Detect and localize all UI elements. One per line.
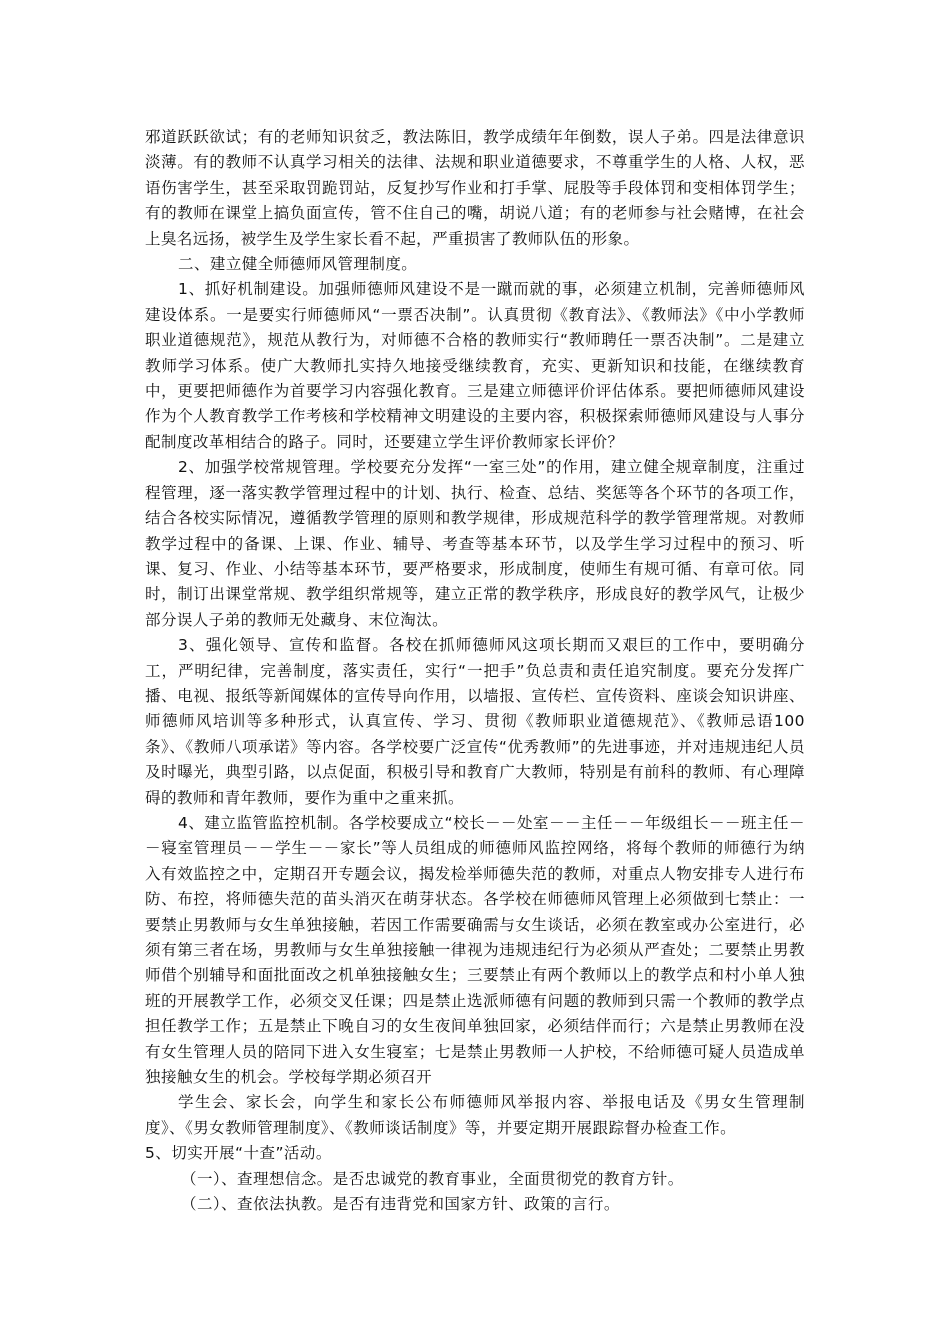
- paragraph-teacher-problems: 邪道跃跃欲试；有的老师知识贫乏，教法陈旧，教学成绩年年倒数，误人子弟。四是法律意识淡薄。有的教师不认真学习相关的法律、法规和职业道德要求，不尊重学生的人格、人权，恶语伤害学生，甚至采取罚跪罚站，反复抄写作业和打手掌、屁股等手段体罚和变相体罚学生；有的教师在课堂上搞负面宣传，管不住自己的嘴，胡说八道；有的老师参与社会赌博，在社会上臭名远扬，被学生及学生家长看不起，严重损害了教师队伍的形象。: [145, 128, 805, 248]
- section-heading-2: 二、建立健全师德师风管理制度。: [178, 255, 418, 274]
- paragraph-routine-management: 2、加强学校常规管理。学校要充分发挥“一室三处”的作用，建立健全规章制度，注重过程管理，逐一落实教学管理过程中的计划、执行、检查、总结、奖惩等各个环节的各项工作，结合各校实际情况，遵循教学管理的原则和教学规律，形成规范科学的教学管理常规。对教师教学过程中的备课、上课、作业、辅导、考查等基本环节，以及学生学习过程中的预习、听课、复习、作业、小结等基本环节，要严格要求，形成制度，使师生有规可循、有章可依。同时，制订出课堂常规、教学组织常规等，建立正常的教学秩序，形成良好的教学风气，让极少部分误人子弟的教师无处藏身、末位淘汰。: [145, 458, 805, 629]
- paragraph-supervision: 4、建立监管监控机制。各学校要成立“校长－－处室－－主任－－年级组长－－班主任－－寝室管理员－－学生－－家长”等人员组成的师德师风监控网络，将每个教师的师德行为纳入有效监控之中，定期召开专题会议，揭发检举师德失范的教师，对重点人物安排专人进行布防、布控，将师德失范的苗头消灭在萌芽状态。各学校在师德师风管理上必须做到七禁止：一要禁止男教师与女生单独接触，若因工作需要确需与女生谈话，必须在教室或办公室进行，必须有第三者在场，男教师与女生单独接触一律视为违规违纪行为必须从严查处；二要禁止男教师借个别辅导和面批面改之机单独接触女生；三要禁止有两个教师以上的教学点和村小单人独班的开展教学工作，必须交叉任课；四是禁止选派师德有问题的教师到只需一个教师的教学点担任教学工作；五是禁止下晚自习的女生夜间单独回家，必须结伴而行；六是禁止男教师在没有女生管理人员的陪同下进入女生寝室；七是禁止男教师一人护校，不给师德可疑人员造成单独接触女生的机会。学校每学期必须召开: [145, 813, 805, 1087]
- document-page: [145, 125, 805, 1217]
- paragraph-leadership-publicity: 3、强化领导、宣传和监督。各校在抓师德师风这项长期而又艰巨的工作中，要明确分工，严明纪律，完善制度，落实责任，实行“一把手”负总责和责任追究制度。要充分发挥广播、电视、报纸等新闻媒体的宣传导向作用，以墙报、宣传栏、宣传资料、座谈会知识讲座、师德师风培训等多种形式，认真宣传、学习、贯彻《教师职业道德规范》、《教师忌语100条》、《教师八项承诺》等内容。各学校要广泛宣传“优秀教师”的先进事迹，并对违规违纪人员及时曝光，典型引路，以点促面，积极引导和教育广大教师，特别是有前科的教师、有心理障碍的教师和青年教师，要作为重中之重来抓。: [145, 636, 805, 807]
- check-item-1: （一）、查理想信念。是否忠诚党的教育事业，全面贯彻党的教育方针。: [181, 1169, 684, 1188]
- check-item-2: （二）、查依法执教。是否有违背党和国家方针、政策的言行。: [181, 1195, 620, 1214]
- paragraph-ten-checks-heading: 5、切实开展“十查”活动。: [145, 1144, 332, 1163]
- paragraph-meetings: 学生会、家长会，向学生和家长公布师德师风举报内容、举报电话及《男女生管理制度》、《男女教师管理制度》、《教师谈话制度》等，并要定期开展跟踪督办检查工作。: [145, 1093, 805, 1137]
- paragraph-mechanism: 1、抓好机制建设。加强师德师风建设不是一蹴而就的事，必须建立机制，完善师德师风建设体系。一是要实行师德师风“一票否决制”。认真贯彻《教育法》、《教师法》《中小学教师职业道德规范》，规范从教行为，对师德不合格的教师实行“教师聘任一票否决制”。二是建立教师学习体系。使广大教师扎实持久地接受继续教育，充实、更新知识和技能，在继续教育中，更要把师德作为首要学习内容强化教育。三是建立师德评价评估体系。要把师德师风建设作为个人教育教学工作考核和学校精神文明建设的主要内容，积极探索师德师风建设与人事分配制度改革相结合的路子。同时，还要建立学生评价教师家长评价？: [145, 280, 805, 451]
